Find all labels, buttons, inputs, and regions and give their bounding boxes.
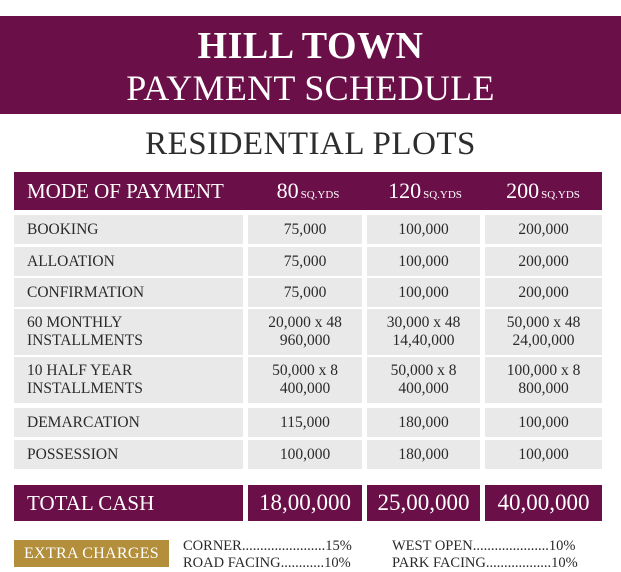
cell-line: POSSESSION bbox=[27, 445, 119, 463]
cell-value bbox=[367, 446, 480, 464]
cell-line: 800,000 bbox=[518, 380, 569, 397]
cell-line: 20,000 x 48 bbox=[268, 314, 342, 331]
cell-line: 100,000 bbox=[518, 445, 569, 463]
row-label-text bbox=[27, 221, 243, 239]
cell-line: 24,00,000 bbox=[512, 332, 575, 349]
cell-value bbox=[485, 446, 602, 464]
cell-value bbox=[367, 284, 480, 302]
table-cell bbox=[367, 278, 480, 307]
extra-charges-badge: EXTRA CHARGES bbox=[14, 540, 169, 567]
total-cash-80: 18,00,000 bbox=[248, 485, 362, 521]
table-cell bbox=[485, 309, 602, 355]
row-label-text bbox=[27, 253, 243, 271]
row-label bbox=[14, 408, 243, 437]
cell-line: 200,000 bbox=[518, 283, 569, 301]
cell-line: 100,000 bbox=[518, 413, 569, 431]
table-cell bbox=[248, 247, 362, 276]
cell-line: 50,000 x 8 bbox=[272, 362, 338, 379]
column-header-80: 80 SQ.YDS bbox=[276, 178, 340, 203]
cell-line: 200,000 bbox=[518, 252, 569, 270]
row-label-text bbox=[27, 362, 243, 398]
cell-line: 75,000 bbox=[283, 283, 327, 301]
mode-of-payment-header: MODE OF PAYMENT bbox=[27, 179, 224, 203]
cell-value bbox=[485, 284, 602, 302]
cell-line: 10 HALF YEAR bbox=[27, 362, 133, 379]
cell-value bbox=[248, 362, 362, 398]
total-cash-label: TOTAL CASH bbox=[14, 485, 243, 521]
table-cell bbox=[248, 408, 362, 437]
table-cell bbox=[367, 247, 480, 276]
cell-line: 30,000 x 48 bbox=[386, 314, 461, 331]
table-cell bbox=[485, 247, 602, 276]
extra-charge-road-facing: ROAD FACING............10% bbox=[183, 555, 351, 571]
row-label bbox=[14, 215, 243, 244]
table-cell bbox=[367, 440, 480, 469]
cell-line: 115,000 bbox=[280, 413, 330, 431]
row-label bbox=[14, 247, 243, 276]
cell-value bbox=[367, 362, 480, 398]
cell-line: 100,000 bbox=[398, 252, 449, 270]
table-cell bbox=[248, 309, 362, 355]
cell-value bbox=[248, 314, 362, 350]
row-label-text bbox=[27, 414, 243, 432]
cell-value bbox=[367, 414, 480, 432]
cell-line: 14,40,000 bbox=[392, 332, 455, 349]
cell-value bbox=[367, 221, 480, 239]
cell-value bbox=[367, 253, 480, 271]
cell-value bbox=[248, 284, 362, 302]
row-label-text bbox=[27, 314, 243, 350]
extra-charge-west-open: WEST OPEN.....................10% bbox=[392, 538, 576, 554]
title-banner bbox=[0, 16, 621, 114]
page-title: HILL TOWN bbox=[197, 25, 424, 67]
cell-line: 180,000 bbox=[398, 413, 449, 431]
cell-line: 100,000 x 8 bbox=[506, 362, 581, 379]
cell-line: 60 MONTHLY bbox=[27, 314, 123, 331]
table-header bbox=[14, 172, 602, 210]
cell-value bbox=[485, 314, 602, 350]
cell-line: 100,000 bbox=[279, 445, 331, 463]
cell-value bbox=[248, 221, 362, 239]
cell-line: 75,000 bbox=[283, 220, 327, 238]
cell-line: 180,000 bbox=[398, 445, 449, 463]
cell-value bbox=[485, 253, 602, 271]
column-header-200: 200 SQ.YDS bbox=[506, 178, 580, 203]
cell-line: 75,000 bbox=[283, 252, 327, 270]
cell-value bbox=[485, 362, 602, 398]
row-label bbox=[14, 278, 243, 307]
table-cell bbox=[248, 357, 362, 403]
cell-line: 400,000 bbox=[279, 380, 331, 397]
cell-line: 200,000 bbox=[518, 220, 569, 238]
table-cell bbox=[367, 408, 480, 437]
cell-line: DEMARCATION bbox=[27, 413, 140, 431]
cell-value bbox=[367, 314, 480, 350]
extra-charge-park-facing: PARK FACING..................10% bbox=[392, 555, 578, 571]
extra-charge-corner: CORNER.......................15% bbox=[183, 538, 352, 554]
cell-line: INSTALLMENTS bbox=[27, 332, 143, 349]
cell-value bbox=[485, 221, 602, 239]
table-cell bbox=[248, 440, 362, 469]
row-label bbox=[14, 309, 243, 355]
table-cell bbox=[485, 278, 602, 307]
cell-value bbox=[248, 253, 362, 271]
total-cash-200: 40,00,000 bbox=[485, 485, 602, 521]
row-label bbox=[14, 357, 243, 403]
table-cell bbox=[485, 408, 602, 437]
cell-line: 400,000 bbox=[398, 380, 449, 397]
table-cell bbox=[367, 309, 480, 355]
table-cell bbox=[485, 357, 602, 403]
cell-line: 50,000 x 48 bbox=[506, 314, 581, 331]
cell-line: BOOKING bbox=[27, 220, 99, 238]
cell-line: ALLOATION bbox=[27, 252, 115, 270]
cell-line: CONFIRMATION bbox=[27, 283, 145, 301]
cell-line: 100,000 bbox=[398, 220, 449, 238]
cell-line: 50,000 x 8 bbox=[390, 362, 457, 379]
column-header-120: 120 SQ.YDS bbox=[388, 178, 462, 203]
total-cash-120: 25,00,000 bbox=[367, 485, 480, 521]
table-cell bbox=[367, 357, 480, 403]
cell-line: 960,000 bbox=[279, 332, 331, 349]
page-subtitle: PAYMENT SCHEDULE bbox=[126, 68, 495, 108]
cell-line: INSTALLMENTS bbox=[27, 380, 143, 397]
table-cell bbox=[248, 278, 362, 307]
row-label bbox=[14, 440, 243, 469]
table-cell bbox=[367, 215, 480, 244]
row-label-text bbox=[27, 446, 243, 464]
section-title: RESIDENTIAL PLOTS bbox=[145, 126, 476, 162]
table-cell bbox=[485, 215, 602, 244]
table-cell bbox=[485, 440, 602, 469]
cell-value bbox=[248, 414, 362, 432]
cell-value bbox=[248, 446, 362, 464]
row-label-text bbox=[27, 284, 243, 302]
cell-line: 100,000 bbox=[398, 283, 449, 301]
table-cell bbox=[248, 215, 362, 244]
cell-value bbox=[485, 414, 602, 432]
